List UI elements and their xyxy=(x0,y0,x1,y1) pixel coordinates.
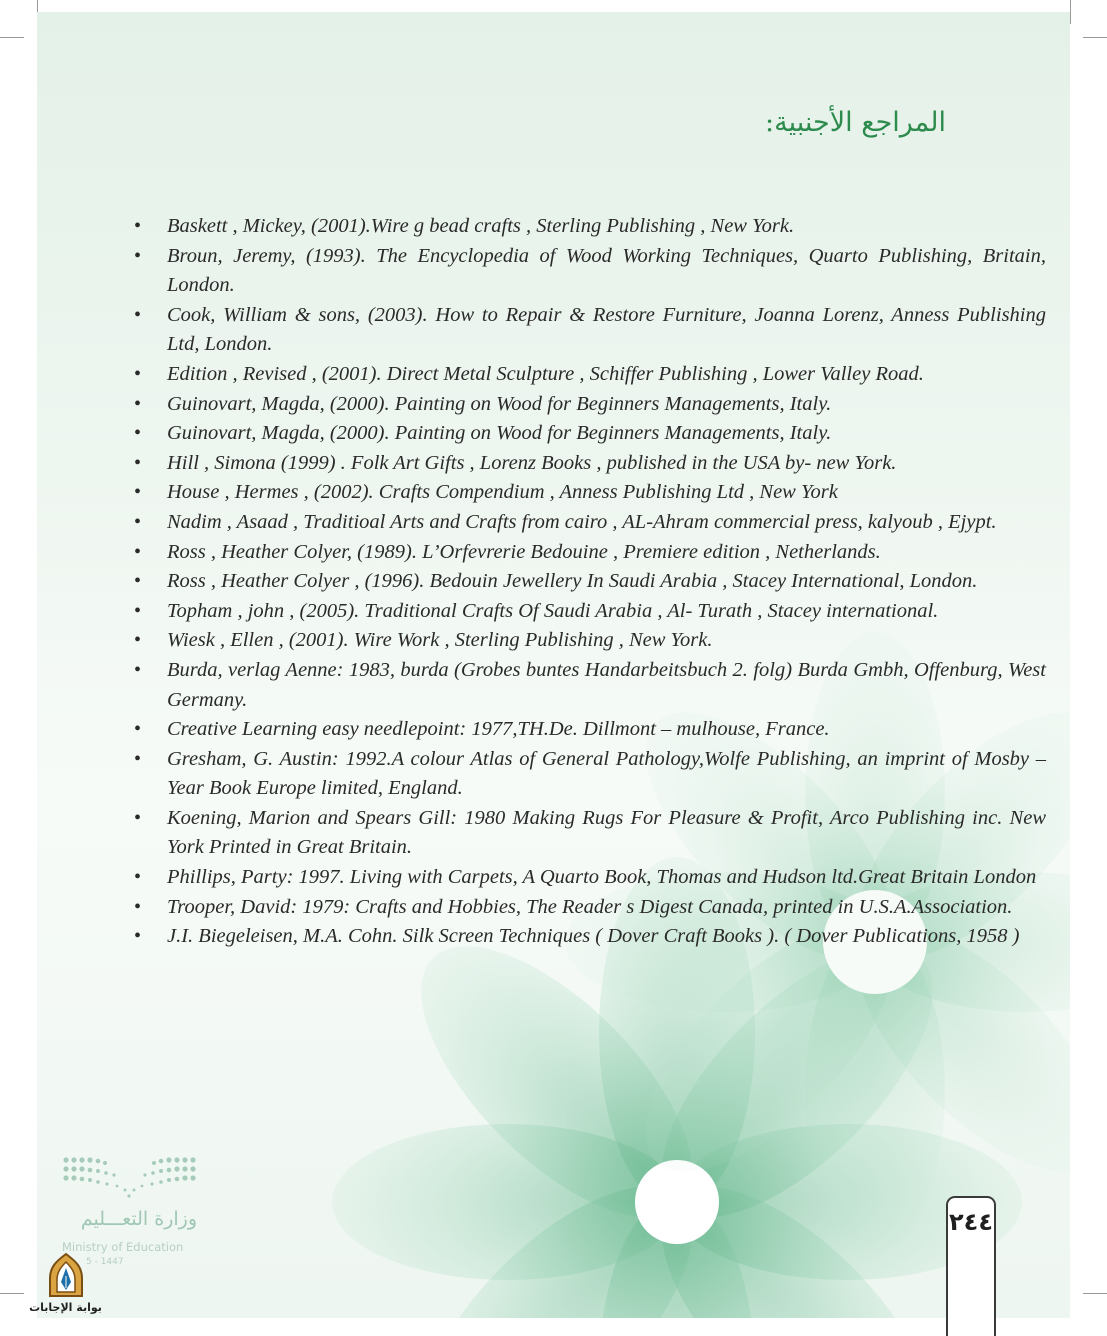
reference-item: • Nadim , Asaad , Traditioal Arts and Crafts from cairo , AL-Ahram commercial press, kalyoub , Ejypt. xyxy=(130,508,1046,538)
ministry-logo-icon xyxy=(62,1155,197,1200)
pen-nib-icon xyxy=(46,1252,86,1298)
crop-mark xyxy=(1070,0,1071,24)
page-number: ٢٤٤ xyxy=(949,1208,993,1236)
page-number-tab xyxy=(946,1196,996,1336)
reference-item: • Broun, Jeremy, (1993). The Encyclopedia of Wood Working Techniques, Quarto Publishing, Britain, London. xyxy=(130,242,1046,301)
reference-item: • Burda, verlag Aenne: 1983, burda (Grobes buntes Handarbeitsbuch 2. folg) Burda Gmbh, Offenburg, West Germany. xyxy=(130,656,1046,715)
ministry-year: 5 - 1447 xyxy=(86,1257,124,1267)
ministry-name-english: Ministry of Education xyxy=(62,1240,184,1254)
book-page xyxy=(37,12,1070,1318)
ministry-name-arabic: وزارة التعـــليم xyxy=(80,1208,197,1230)
reference-item: • Creative Learning easy needlepoint: 1977,TH.De. Dillmont – mulhouse, France. xyxy=(130,715,1046,745)
reference-item: • Cook, William & sons, (2003). How to Repair & Restore Furniture, Joanna Lorenz, Anness Publishing Ltd, London. xyxy=(130,301,1046,360)
reference-item: • Koening, Marion and Spears Gill: 1980 Making Rugs For Pleasure & Profit, Arco Publishing inc. New York Printed in Great Britain. xyxy=(130,804,1046,863)
crop-mark xyxy=(0,1293,24,1294)
reference-item: • Ross , Heather Colyer , (1996). Bedouin Jewellery In Saudi Arabia , Stacey International, London. xyxy=(130,567,1046,597)
reference-item: • Trooper, David: 1979: Crafts and Hobbies, The Reader s Digest Canada, printed in U.S.A.Association. xyxy=(130,893,1046,923)
reference-item: • Topham , john , (2005). Traditional Crafts Of Saudi Arabia , Al- Turath , Stacey international. xyxy=(130,597,1046,627)
reference-item: • Ross , Heather Colyer, (1989). L’Orfevrerie Bedouine , Premiere edition , Netherlands. xyxy=(130,538,1046,568)
reference-item: • Phillips, Party: 1997. Living with Carpets, A Quarto Book, Thomas and Hudson ltd.Great Britain London xyxy=(130,863,1046,893)
crop-mark xyxy=(1083,37,1107,38)
reference-item: • Wiesk , Ellen , (2001). Wire Work , Sterling Publishing , New York. xyxy=(130,626,1046,656)
watermark-logo xyxy=(28,1252,103,1314)
crop-mark xyxy=(1083,1293,1107,1294)
reference-list xyxy=(130,212,1046,952)
reference-item: • Edition , Revised , (2001). Direct Metal Sculpture , Schiffer Publishing , Lower Valley Road. xyxy=(130,360,1046,390)
reference-item: • Baskett , Mickey, (2001).Wire g bead crafts , Sterling Publishing , New York. xyxy=(130,212,1046,242)
watermark-text: بوابة الإجابات xyxy=(29,1301,102,1314)
page-heading: المراجع الأجنبية: xyxy=(765,107,946,138)
reference-item: • Hill , Simona (1999) . Folk Art Gifts , Lorenz Books , published in the USA by- new York. xyxy=(130,449,1046,479)
reference-item: • J.I. Biegeleisen, M.A. Cohn. Silk Screen Techniques ( Dover Craft Books ). ( Dover Publications, 1958 ) xyxy=(130,922,1046,952)
reference-item: • Guinovart, Magda, (2000). Painting on Wood for Beginners Managements, Italy. xyxy=(130,419,1046,449)
reference-item: • House , Hermes , (2002). Crafts Compendium , Anness Publishing Ltd , New York xyxy=(130,478,1046,508)
reference-item: • Gresham, G. Austin: 1992.A colour Atlas of General Pathology,Wolfe Publishing, an imprint of Mosby – Year Book Europe limited, England. xyxy=(130,745,1046,804)
crop-mark xyxy=(0,37,24,38)
reference-item: • Guinovart, Magda, (2000). Painting on Wood for Beginners Managements, Italy. xyxy=(130,390,1046,420)
